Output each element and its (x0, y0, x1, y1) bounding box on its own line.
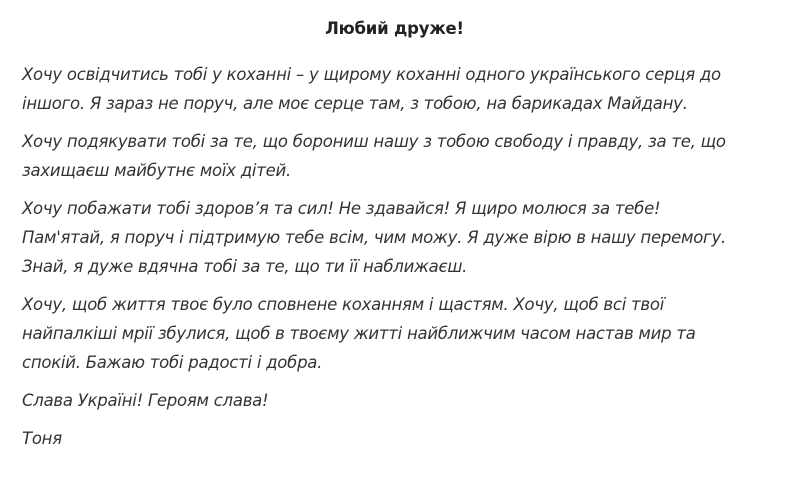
text-line: Слава Україні! Героям слава! (22, 391, 269, 410)
text-line: захищаєш майбутнє моїх дітей. (22, 161, 291, 180)
text-line: Хочу подякувати тобі за те, що борониш нашу з тобою свободу і правду, за те, що (22, 132, 726, 151)
letter (22, 0, 767, 453)
paragraph-slogan (22, 386, 767, 415)
text-line: Хочу побажати тобі здоров’я та сил! Не здавайся! Я щиро молюся за тебе! (22, 199, 661, 218)
signature: Тоня (22, 429, 62, 448)
text-line: іншого. Я зараз не поруч, але моє серце там, з тобою, на барикадах Майдану. (22, 94, 688, 113)
paragraph-wishes-strength (22, 194, 767, 281)
letter-title: Любий друже! (325, 19, 464, 38)
text-line: Хочу, щоб життя твоє було сповнене коханням і щастям. Хочу, щоб всі твої (22, 295, 665, 314)
paragraph-wishes-happiness (22, 290, 767, 377)
text-line: найпалкіші мрії збулися, щоб в твоєму житті найближчим часом настав мир та (22, 324, 696, 343)
paragraph-confession (22, 60, 767, 118)
text-line: спокій. Бажаю тобі радості і добра. (22, 353, 323, 372)
text-line: Хочу освідчитись тобі у коханні – у щирому коханні одного українського серця до (22, 65, 721, 84)
text-line: Пам'ятай, я поруч і підтримую тебе всім, чим можу. Я дуже вірю в нашу перемогу. (22, 228, 726, 247)
paragraph-gratitude (22, 127, 767, 185)
text-line: Знай, я дуже вдячна тобі за те, що ти її наближаєш. (22, 257, 468, 276)
